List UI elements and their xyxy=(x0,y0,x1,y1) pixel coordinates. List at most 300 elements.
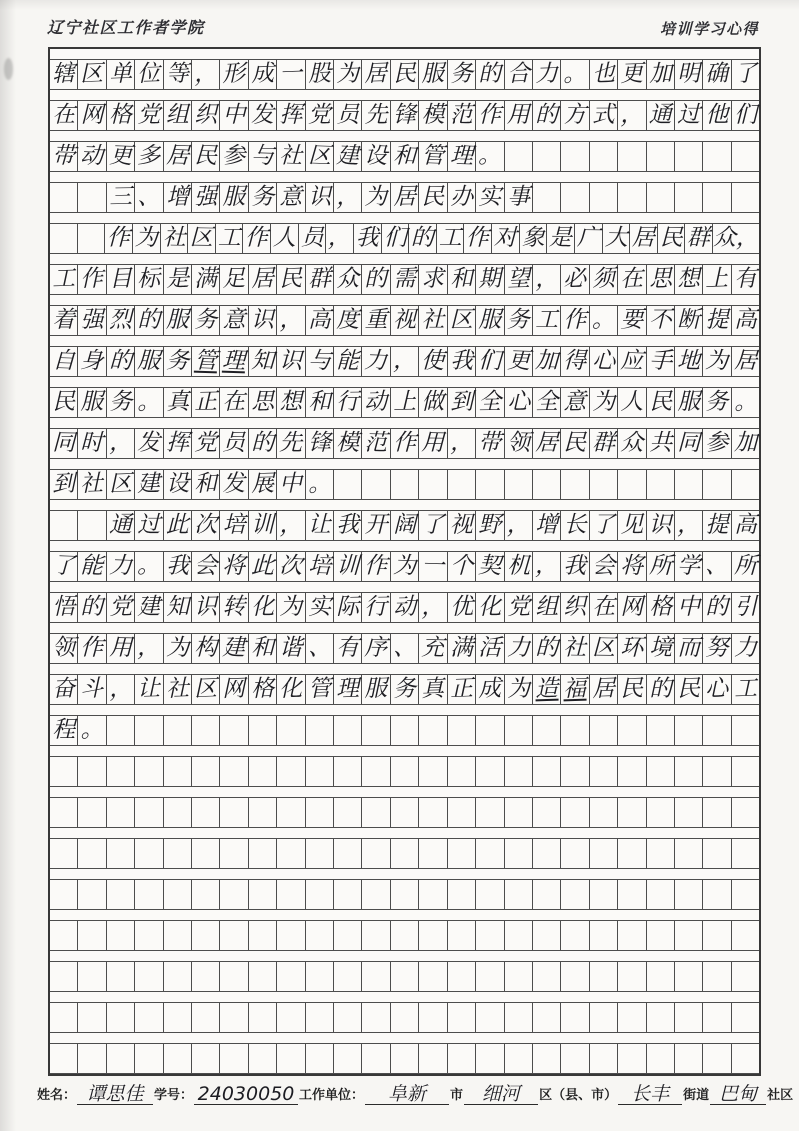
handwritten-char: 人 xyxy=(620,388,644,416)
grid-cell xyxy=(362,716,390,745)
grid-cell xyxy=(448,306,476,335)
grid-cell xyxy=(362,675,390,704)
handwritten-char: 服 xyxy=(364,675,389,703)
handwritten-char: 加 xyxy=(648,60,673,88)
handwritten-char: 到 xyxy=(449,388,474,416)
grid-cell xyxy=(249,716,277,745)
handwritten-char: ， xyxy=(620,102,644,128)
handwritten-char: 为 xyxy=(279,593,303,621)
handwritten-char: 事 xyxy=(506,183,530,211)
grid-cell xyxy=(249,265,277,294)
grid-cell xyxy=(50,101,78,130)
grid-cell xyxy=(50,224,78,253)
grid-cell xyxy=(561,1044,589,1073)
manuscript-row xyxy=(50,388,759,418)
handwritten-char: 重 xyxy=(364,307,388,333)
handwritten-char: 是 xyxy=(548,224,573,252)
grid-cell xyxy=(306,306,334,335)
handwritten-char: 成 xyxy=(250,60,275,88)
handwritten-char: 际 xyxy=(336,593,360,621)
grid-cell xyxy=(249,183,277,212)
grid-cell xyxy=(306,675,334,704)
handwritten-char: 培 xyxy=(222,512,246,538)
grid-cell xyxy=(492,224,520,253)
grid-cell xyxy=(135,101,163,130)
row-spacer xyxy=(50,951,759,962)
handwritten-char: 我 xyxy=(355,224,379,252)
handwritten-char: 了 xyxy=(421,512,445,538)
grid-cell xyxy=(362,921,390,950)
grid-cell xyxy=(533,552,561,581)
grid-cell xyxy=(135,470,163,499)
grid-cell xyxy=(306,388,334,417)
handwritten-char: 锋 xyxy=(307,429,332,457)
handwritten-char: 党 xyxy=(194,429,218,457)
grid-cell xyxy=(533,675,561,704)
grid-cell xyxy=(647,429,675,458)
grid-cell xyxy=(306,757,334,786)
grid-cell xyxy=(78,921,106,950)
handwritten-char: 实 xyxy=(307,593,332,621)
grid-cell xyxy=(732,265,759,294)
row-spacer xyxy=(50,500,759,511)
grid-cell xyxy=(334,60,362,89)
handwritten-char: 斗 xyxy=(80,675,105,703)
handwritten-char: 将 xyxy=(222,552,247,580)
handwritten-char: 发 xyxy=(137,429,161,457)
grid-cell xyxy=(448,962,476,991)
handwritten-char: 民 xyxy=(659,224,683,252)
grid-cell xyxy=(220,1044,248,1073)
handwritten-char: 全 xyxy=(534,388,559,416)
grid-cell xyxy=(675,634,703,663)
grid-cell xyxy=(419,552,447,581)
grid-cell xyxy=(249,962,277,991)
handwritten-char: 的 xyxy=(137,307,161,333)
grid-cell xyxy=(561,470,589,499)
grid-cell xyxy=(561,142,589,171)
grid-cell xyxy=(476,593,504,622)
handwritten-char: 得 xyxy=(563,347,587,375)
row-spacer xyxy=(50,541,759,552)
handwritten-char: 次 xyxy=(194,512,218,538)
grid-cell xyxy=(78,1003,106,1032)
grid-cell xyxy=(561,1003,589,1032)
grid-cell xyxy=(107,101,135,130)
grid-cell xyxy=(618,839,646,868)
handwritten-char: 通 xyxy=(648,102,672,128)
handwritten-char: 知 xyxy=(165,593,190,621)
student-id-label: 学号： xyxy=(154,1088,194,1103)
grid-cell xyxy=(448,1003,476,1032)
grid-cell xyxy=(533,306,561,335)
grid-cell xyxy=(299,224,327,253)
grid-cell xyxy=(249,839,277,868)
grid-cell xyxy=(675,716,703,745)
grid-cell xyxy=(277,60,305,89)
handwritten-char: 在 xyxy=(591,593,616,621)
grid-cell xyxy=(647,142,675,171)
grid-cell xyxy=(476,388,504,417)
grid-cell xyxy=(505,1044,533,1073)
handwritten-char: 象 xyxy=(521,224,545,252)
grid-cell xyxy=(419,347,447,376)
grid-cell xyxy=(590,511,618,540)
grid-cell xyxy=(533,593,561,622)
grid-cell xyxy=(409,224,437,253)
grid-cell xyxy=(647,839,675,868)
grid-cell xyxy=(78,675,106,704)
grid-cell xyxy=(164,634,192,663)
grid-cell xyxy=(362,470,390,499)
handwritten-char: 为 xyxy=(591,388,616,416)
grid-cell xyxy=(476,142,504,171)
handwritten-char: 的 xyxy=(250,429,275,457)
grid-cell xyxy=(220,142,248,171)
row-spacer xyxy=(50,49,759,60)
handwritten-char: 时 xyxy=(80,429,104,457)
grid-cell xyxy=(78,183,106,212)
handwritten-char: 。 xyxy=(477,142,502,170)
grid-cell xyxy=(391,1044,419,1073)
handwritten-char: 建 xyxy=(335,142,360,170)
handwritten-char: 理 xyxy=(222,347,247,375)
handwritten-char: 提 xyxy=(705,307,729,333)
grid-cell xyxy=(362,839,390,868)
grid-cell xyxy=(277,921,305,950)
grid-cell xyxy=(448,921,476,950)
grid-cell xyxy=(561,511,589,540)
grid-cell xyxy=(476,634,504,663)
grid-cell xyxy=(448,265,476,294)
grid-cell xyxy=(419,60,447,89)
handwritten-char: 的 xyxy=(477,60,502,88)
grid-cell xyxy=(107,1003,135,1032)
grid-cell xyxy=(505,716,533,745)
grid-cell xyxy=(505,798,533,827)
handwritten-char: 居 xyxy=(591,675,616,703)
handwritten-char: 作 xyxy=(80,265,105,293)
signature-line xyxy=(36,1084,799,1105)
grid-cell xyxy=(164,306,192,335)
grid-cell xyxy=(306,183,334,212)
grid-cell xyxy=(50,142,78,171)
grid-cell xyxy=(249,1044,277,1073)
manuscript-row xyxy=(50,675,759,705)
grid-cell xyxy=(277,839,305,868)
handwritten-char: 须 xyxy=(591,265,616,293)
grid-cell xyxy=(192,552,220,581)
manuscript-row xyxy=(50,142,759,172)
grid-cell xyxy=(448,593,476,622)
grid-cell xyxy=(561,839,589,868)
handwritten-char: 了 xyxy=(51,552,76,580)
grid-cell xyxy=(675,101,703,130)
grid-cell xyxy=(505,60,533,89)
handwritten-char: 建 xyxy=(137,593,161,621)
handwritten-char: 增 xyxy=(165,183,190,211)
name-label: 姓名： xyxy=(37,1088,77,1103)
handwritten-char: 服 xyxy=(136,347,161,375)
grid-cell xyxy=(732,675,759,704)
grid-cell xyxy=(419,962,447,991)
handwritten-char: 长 xyxy=(563,512,587,538)
community-suffix: 社区 xyxy=(767,1088,794,1103)
grid-cell xyxy=(135,839,163,868)
grid-cell xyxy=(561,593,589,622)
handwritten-char: 服 xyxy=(478,307,502,333)
grid-cell xyxy=(220,101,248,130)
grid-cell xyxy=(590,880,618,909)
grid-cell xyxy=(732,839,759,868)
grid-cell xyxy=(419,880,447,909)
handwritten-char: 管 xyxy=(307,675,332,703)
handwritten-char: 环 xyxy=(620,634,644,662)
handwritten-char: 所 xyxy=(733,552,758,580)
handwritten-char: 做 xyxy=(421,388,445,416)
grid-cell xyxy=(334,839,362,868)
grid-cell xyxy=(107,921,135,950)
handwritten-char: 活 xyxy=(478,634,502,662)
grid-cell xyxy=(630,224,658,253)
grid-cell xyxy=(732,429,759,458)
grid-cell xyxy=(135,634,163,663)
grid-cell xyxy=(561,798,589,827)
grid-cell xyxy=(78,265,106,294)
grid-cell xyxy=(618,593,646,622)
grid-cell xyxy=(135,388,163,417)
handwritten-char: 民 xyxy=(648,388,672,416)
handwritten-char: 我 xyxy=(165,552,190,580)
grid-cell xyxy=(78,552,106,581)
grid-cell xyxy=(135,429,163,458)
grid-cell xyxy=(505,1003,533,1032)
handwritten-char: 高 xyxy=(307,307,331,333)
handwritten-char: 和 xyxy=(307,388,332,416)
handwritten-char: 的 xyxy=(535,102,559,128)
grid-cell xyxy=(391,142,419,171)
grid-cell xyxy=(107,511,135,540)
grid-cell xyxy=(391,839,419,868)
grid-cell xyxy=(448,757,476,786)
grid-cell xyxy=(334,101,362,130)
grid-cell xyxy=(192,306,220,335)
grid-cell xyxy=(78,470,106,499)
grid-cell xyxy=(78,347,106,376)
grid-cell xyxy=(476,675,504,704)
handwritten-char: 、 xyxy=(137,183,161,211)
manuscript-row xyxy=(50,757,759,787)
grid-cell xyxy=(50,798,78,827)
handwritten-char: 与 xyxy=(307,347,332,375)
handwritten-char: 必 xyxy=(563,265,587,293)
grid-cell xyxy=(107,183,135,212)
grid-cell xyxy=(476,306,504,335)
grid-cell xyxy=(50,1044,78,1073)
grid-cell xyxy=(618,429,646,458)
grid-cell xyxy=(277,634,305,663)
handwritten-char: 为 xyxy=(165,634,190,662)
grid-cell xyxy=(334,429,362,458)
grid-cell xyxy=(419,142,447,171)
handwritten-char: ， xyxy=(108,429,133,457)
grid-cell xyxy=(277,142,305,171)
handwritten-char: 。 xyxy=(591,307,615,333)
grid-cell xyxy=(277,306,305,335)
grid-cell xyxy=(505,921,533,950)
handwritten-char: 居 xyxy=(250,265,275,293)
handwritten-char: 锋 xyxy=(393,102,417,128)
grid-cell xyxy=(732,388,759,417)
handwritten-char: 会 xyxy=(591,552,616,580)
grid-cell xyxy=(448,101,476,130)
handwritten-char: 们 xyxy=(383,224,407,252)
grid-cell xyxy=(505,511,533,540)
grid-cell xyxy=(391,183,419,212)
row-spacer xyxy=(50,254,759,265)
grid-cell xyxy=(732,716,759,745)
grid-cell xyxy=(703,634,731,663)
grid-cell xyxy=(732,880,759,909)
grid-cell xyxy=(135,1003,163,1032)
grid-cell xyxy=(277,511,305,540)
handwritten-char: 用 xyxy=(421,429,445,457)
handwritten-char: 建 xyxy=(222,634,246,662)
handwritten-char: 组 xyxy=(165,102,189,128)
handwritten-char: 区 xyxy=(307,142,332,170)
handwritten-char: 序 xyxy=(364,634,388,662)
grid-cell xyxy=(590,716,618,745)
handwritten-char: 正 xyxy=(449,675,474,703)
grid-cell xyxy=(476,265,504,294)
grid-cell xyxy=(334,388,362,417)
row-spacer xyxy=(50,172,759,183)
manuscript-row xyxy=(50,1003,759,1033)
handwritten-char: 为 xyxy=(392,552,417,580)
handwritten-char: 通 xyxy=(109,512,133,538)
grid-cell xyxy=(505,101,533,130)
handwritten-char: 用 xyxy=(506,102,530,128)
grid-cell xyxy=(520,224,548,253)
name-value: 谭思佳 xyxy=(77,1084,153,1105)
grid-cell xyxy=(675,429,703,458)
grid-cell xyxy=(703,306,731,335)
handwritten-char: 居 xyxy=(165,142,190,170)
grid-cell xyxy=(590,265,618,294)
grid-cell xyxy=(703,839,731,868)
city-value: 阜新 xyxy=(365,1084,449,1105)
grid-cell xyxy=(561,265,589,294)
grid-cell xyxy=(362,593,390,622)
handwritten-char: 作 xyxy=(392,429,417,457)
grid-cell xyxy=(135,60,163,89)
grid-cell xyxy=(505,265,533,294)
grid-cell xyxy=(135,347,163,376)
handwritten-char: 领 xyxy=(506,429,530,457)
grid-cell xyxy=(277,962,305,991)
handwritten-char: 位 xyxy=(136,60,161,88)
handwritten-char: 我 xyxy=(563,552,587,580)
grid-cell xyxy=(448,470,476,499)
grid-cell xyxy=(50,634,78,663)
grid-cell xyxy=(732,183,759,212)
grid-cell xyxy=(561,388,589,417)
handwritten-char: 视 xyxy=(449,512,473,538)
grid-cell xyxy=(107,429,135,458)
handwritten-char: 社 xyxy=(80,470,105,498)
handwritten-char: 居 xyxy=(392,183,417,211)
grid-cell xyxy=(135,757,163,786)
handwritten-char: 高 xyxy=(733,307,757,333)
grid-cell xyxy=(50,839,78,868)
handwritten-char: 真 xyxy=(165,388,190,416)
grid-cell xyxy=(135,552,163,581)
handwritten-char: 居 xyxy=(733,347,758,375)
grid-cell xyxy=(50,183,78,212)
grid-cell xyxy=(391,511,419,540)
manuscript-row xyxy=(50,101,759,131)
grid-cell xyxy=(505,962,533,991)
handwritten-char: ， xyxy=(392,347,417,375)
grid-cell xyxy=(590,347,618,376)
handwritten-char: 心 xyxy=(591,347,616,375)
handwritten-char: 居 xyxy=(534,429,559,457)
grid-cell xyxy=(164,1003,192,1032)
grid-cell xyxy=(391,634,419,663)
grid-cell xyxy=(533,347,561,376)
grid-cell xyxy=(419,1003,447,1032)
grid-cell xyxy=(78,757,106,786)
row-spacer xyxy=(50,336,759,347)
grid-cell xyxy=(334,347,362,376)
grid-cell xyxy=(561,347,589,376)
handwritten-char: 社 xyxy=(162,224,186,252)
handwritten-char: 到 xyxy=(51,470,76,498)
grid-cell xyxy=(220,757,248,786)
grid-cell xyxy=(277,265,305,294)
grid-cell xyxy=(277,757,305,786)
handwritten-char: 此 xyxy=(250,552,275,580)
grid-cell xyxy=(732,757,759,786)
row-spacer xyxy=(50,869,759,880)
grid-cell xyxy=(533,1044,561,1073)
handwritten-char: 务 xyxy=(194,307,218,333)
grid-cell xyxy=(618,306,646,335)
grid-cell xyxy=(277,183,305,212)
grid-cell xyxy=(249,511,277,540)
handwritten-char: 识 xyxy=(251,307,275,333)
grid-cell xyxy=(243,224,271,253)
grid-cell xyxy=(647,962,675,991)
scan-shadow-left xyxy=(0,0,16,1131)
grid-cell xyxy=(334,1044,362,1073)
grid-cell xyxy=(105,224,133,253)
grid-cell xyxy=(618,716,646,745)
row-spacer xyxy=(50,787,759,798)
handwritten-char: 他 xyxy=(705,102,729,128)
grid-cell xyxy=(419,593,447,622)
handwritten-char: 知 xyxy=(250,347,275,375)
handwritten-char: 为 xyxy=(506,675,531,703)
handwritten-char: 办 xyxy=(449,183,474,211)
handwritten-char: ， xyxy=(449,429,474,457)
row-spacer xyxy=(50,377,759,388)
handwritten-char: 用 xyxy=(108,634,133,662)
handwritten-char: 工 xyxy=(535,307,559,333)
handwritten-char: 识 xyxy=(648,512,672,538)
grid-cell xyxy=(419,757,447,786)
grid-cell xyxy=(618,757,646,786)
